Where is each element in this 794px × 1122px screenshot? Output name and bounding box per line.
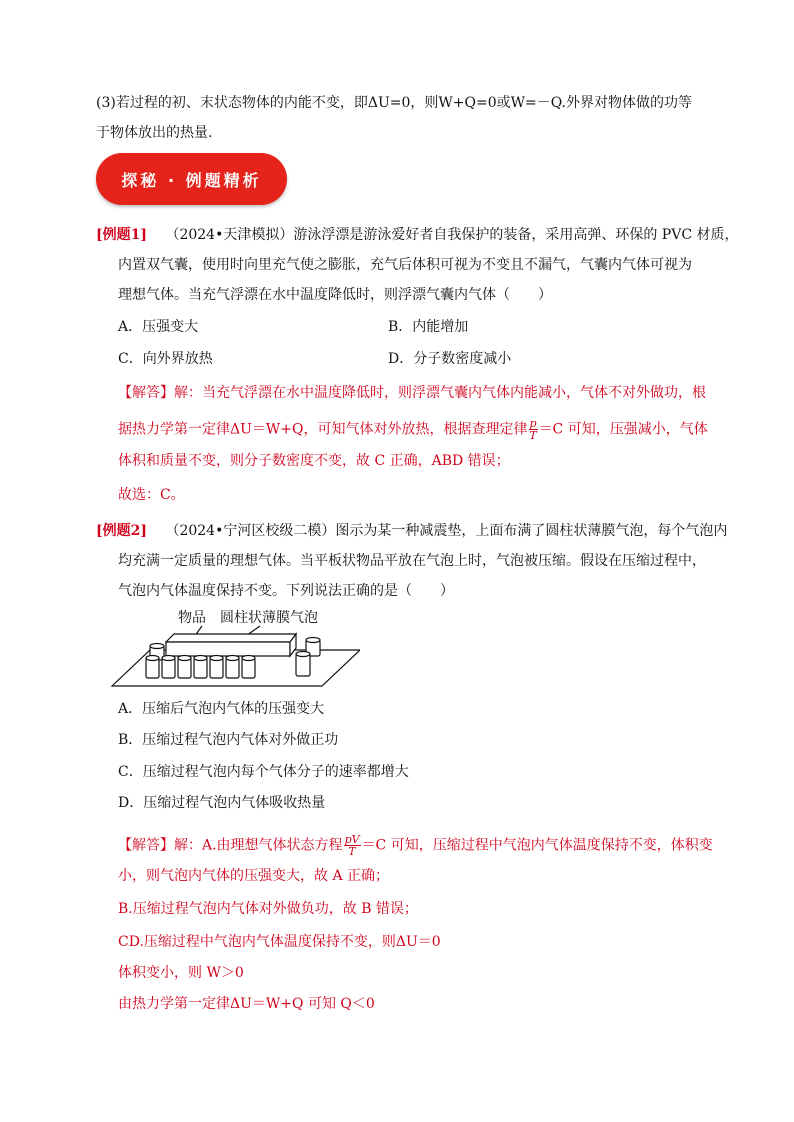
example2-option-b: B．压缩过程气泡内气体对外做正功 xyxy=(118,732,339,748)
example2-stem-line-3: 气泡内气体温度保持不变。下列说法正确的是（ ） xyxy=(118,583,454,599)
example2-option-d: D．压缩过程气泡内气体吸收热量 xyxy=(118,795,326,811)
figure-label-item: 物品 xyxy=(178,610,206,626)
charles-law-fraction xyxy=(529,418,538,441)
example2-answer-line-3: B.压缩过程气泡内气体对外做负功，故 B 错误； xyxy=(118,901,418,917)
section-banner-label: 探秘 · 例题精析 xyxy=(121,170,262,190)
example1-stem-line-1 xyxy=(96,225,738,245)
example2-stem-1: （2024•宁河区校级二模）图示为某一种减震垫，上面布满了圆柱状薄膜气泡，每个气泡内 xyxy=(165,523,728,539)
example2-tag: [例题2] xyxy=(96,523,147,539)
example2-stem-line-1 xyxy=(96,521,727,541)
example2-answer-line-1 xyxy=(118,834,713,857)
example1-answer-line-2 xyxy=(118,418,708,441)
flat-item-top xyxy=(166,634,296,642)
example1-tag: [例题1] xyxy=(96,227,147,243)
example1-option-d: D．分子数密度减小 xyxy=(388,351,512,367)
example2-answer-line-5: 体积变小，则 W＞0 xyxy=(118,965,244,981)
fraction-denominator: T xyxy=(529,429,537,442)
example1-answer-line-4: 故选：C。 xyxy=(118,487,185,503)
example2-answer-line-6: 由热力学第一定律ΔU＝W+Q 可知 Q＜0 xyxy=(118,996,375,1012)
example1-option-b: B．内能增加 xyxy=(388,319,469,335)
example2-answer-line-1-pre: 【解答】解：A.由理想气体状态方程 xyxy=(118,837,343,854)
fraction-numerator: pV xyxy=(344,833,360,846)
example2-option-a: A．压缩后气泡内气体的压强变大 xyxy=(118,701,325,717)
ideal-gas-fraction xyxy=(344,834,361,857)
example2-answer-line-2: 小，则气泡内气体的压强变大，故 A 正确； xyxy=(118,868,390,884)
example2-answer-line-1-post: ＝C 可知，压缩过程中气泡内气体温度保持不变，体积变 xyxy=(361,837,713,854)
flat-item-front xyxy=(166,642,290,656)
fraction-denominator: T xyxy=(348,845,356,858)
example1-option-c: C．向外界放热 xyxy=(118,351,213,367)
example1-answer-line-1: 【解答】解：当充气浮漂在水中温度降低时，则浮漂气囊内气体内能减小，气体不对外做功，根 xyxy=(118,385,706,401)
example1-stem-1: （2024•天津模拟）游泳浮漂是游泳爱好者自我保护的装备，采用高弹、环保的 PVC 材质， xyxy=(165,227,739,243)
section-banner xyxy=(96,153,287,205)
example1-option-a: A．压强变大 xyxy=(118,319,199,335)
figure-label-bubble: 圆柱状薄膜气泡 xyxy=(220,610,318,626)
example1-answer-line-2-pre: 据热力学第一定律ΔU＝W+Q，可知气体对外放热，根据查理定律 xyxy=(118,421,528,438)
example1-answer-line-2-post: ＝C 可知，压强减小，气体 xyxy=(538,421,708,438)
intro-line-1: (3)若过程的初、末状态物体的内能不变，即ΔU=0，则W+Q=0或W=－Q.外界对物体做的功等 xyxy=(96,95,692,111)
intro-line-2: 于物体放出的热量. xyxy=(96,125,213,141)
example1-answer-line-3: 体积和质量不变，则分子数密度不变，故 C 正确，ABD 错误； xyxy=(118,453,510,469)
example2-option-c: C．压缩过程气泡内每个气体分子的速率都增大 xyxy=(118,764,409,780)
example1-stem-line-3: 理想气体。当充气浮漂在水中温度降低时，则浮漂气囊内气体（ ） xyxy=(118,287,552,303)
fraction-numerator: p xyxy=(529,417,537,430)
example2-answer-line-4: CD.压缩过程中气泡内气体温度保持不变，则ΔU＝0 xyxy=(118,934,441,950)
shock-pad-figure xyxy=(110,606,360,692)
example2-stem-line-2: 均充满一定质量的理想气体。当平板状物品平放在气泡上时，气泡被压缩。假设在压缩过程中， xyxy=(118,553,706,569)
example1-stem-line-2: 内置双气囊，使用时向里充气使之膨胀，充气后体积可视为不变且不漏气，气囊内气体可视为 xyxy=(118,257,692,273)
